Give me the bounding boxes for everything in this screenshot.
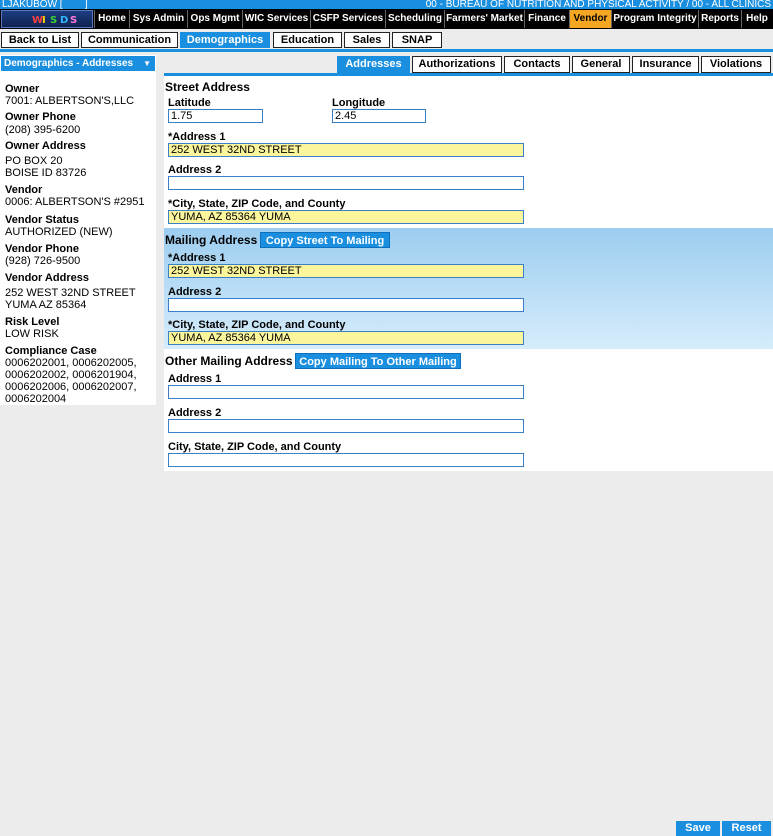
vendor-phone-value: (928) 726-9500 <box>5 255 81 267</box>
logo-letter: I <box>42 15 46 26</box>
other-address2-label: Address 2 <box>168 407 222 419</box>
mailing-address-title: Mailing Address <box>165 233 258 247</box>
save-button[interactable]: Save <box>676 821 720 836</box>
risk-level-value: LOW RISK <box>5 328 59 340</box>
compliance-case-line: 0006202006, 0006202007, <box>5 381 137 393</box>
street-city-label: *City, State, ZIP Code, and County <box>168 198 346 210</box>
owner-phone-value: (208) 395-6200 <box>5 124 81 136</box>
owner-address-label: Owner Address <box>5 140 86 152</box>
street-address1-input[interactable] <box>168 143 524 157</box>
vendor-address-line2: YUMA AZ 85364 <box>5 299 87 311</box>
logo-letter: S <box>70 15 78 26</box>
vendor-summary-sidebar <box>0 55 156 405</box>
mailing-city-input[interactable] <box>168 331 524 345</box>
mailing-address1-input[interactable] <box>168 264 524 278</box>
tab-sales[interactable]: Sales <box>344 32 390 48</box>
tab-general[interactable]: General <box>572 56 630 73</box>
organization-label: 00 - BUREAU OF NUTRITION AND PHYSICAL ACTIVITY / 00 - ALL CLINICS <box>425 0 771 9</box>
compliance-case-line: 0006202001, 0006202005, <box>5 357 137 369</box>
nav-reports[interactable]: Reports <box>698 10 741 28</box>
nav-home[interactable]: Home <box>94 10 129 28</box>
chevron-down-icon: ▼ <box>143 59 151 68</box>
mailing-address1-label: *Address 1 <box>168 252 226 264</box>
top-status-bar <box>0 0 773 9</box>
risk-level-label: Risk Level <box>5 316 60 328</box>
street-address2-label: Address 2 <box>168 164 222 176</box>
street-address1-label: *Address 1 <box>168 131 226 143</box>
nav-program-integrity[interactable]: Program Integrity <box>611 10 698 28</box>
tab-violations[interactable]: Violations <box>701 56 771 73</box>
back-to-list-button[interactable]: Back to List <box>1 32 79 48</box>
tab-demographics[interactable]: Demographics <box>180 32 270 48</box>
vendor-status-label: Vendor Status <box>5 214 79 226</box>
mailing-address2-input[interactable] <box>168 298 524 312</box>
tab-communication[interactable]: Communication <box>81 32 178 48</box>
nav-sys-admin[interactable]: Sys Admin <box>129 10 187 28</box>
main-nav <box>0 9 773 29</box>
reset-button[interactable]: Reset <box>722 821 771 836</box>
app-logo[interactable] <box>1 10 93 28</box>
vendor-value: 0006: ALBERTSON'S #2951 <box>5 196 145 208</box>
tab-authorizations[interactable]: Authorizations <box>412 56 502 73</box>
current-user: LJAKUBOW [ ] <box>2 0 88 9</box>
other-city-label: City, State, ZIP Code, and County <box>168 441 342 453</box>
compliance-case-label: Compliance Case <box>5 345 97 357</box>
tab-addresses[interactable]: Addresses <box>337 56 410 73</box>
vendor-address-line1: 252 WEST 32ND STREET <box>5 287 136 299</box>
other-address1-input[interactable] <box>168 385 524 399</box>
other-city-input[interactable] <box>168 453 524 467</box>
tab-insurance[interactable]: Insurance <box>632 56 699 73</box>
nav-ops-mgmt[interactable]: Ops Mgmt <box>187 10 242 28</box>
street-address-title: Street Address <box>165 80 250 94</box>
copy-mailing-to-other-button[interactable]: Copy Mailing To Other Mailing <box>295 353 461 369</box>
nav-vendor[interactable]: Vendor <box>569 10 611 28</box>
logo-letter: S <box>50 15 58 26</box>
other-address1-label: Address 1 <box>168 373 222 385</box>
longitude-label: Longitude <box>332 97 386 109</box>
nav-scheduling[interactable]: Scheduling <box>385 10 444 28</box>
latitude-input[interactable] <box>168 109 263 123</box>
compliance-case-line: 0006202004 <box>5 393 67 405</box>
owner-value: 7001: ALBERTSON'S,LLC <box>5 95 135 107</box>
vendor-phone-label: Vendor Phone <box>5 243 79 255</box>
vendor-label: Vendor <box>5 184 43 196</box>
nav-csfp-services[interactable]: CSFP Services <box>310 10 385 28</box>
street-address2-input[interactable] <box>168 176 524 190</box>
longitude-input[interactable] <box>332 109 426 123</box>
tab-contacts[interactable]: Contacts <box>504 56 570 73</box>
vendor-status-value: AUTHORIZED (NEW) <box>5 226 113 238</box>
logo-letter: D <box>60 15 69 26</box>
nav-help[interactable]: Help <box>741 10 772 28</box>
logo-letter: W <box>32 15 44 26</box>
owner-address-line2: BOISE ID 83726 <box>5 167 87 179</box>
street-city-input[interactable] <box>168 210 524 224</box>
latitude-label: Latitude <box>168 97 211 109</box>
nav-finance[interactable]: Finance <box>524 10 569 28</box>
owner-phone-label: Owner Phone <box>5 111 76 123</box>
copy-street-to-mailing-button[interactable]: Copy Street To Mailing <box>260 232 390 248</box>
tab-snap[interactable]: SNAP <box>392 32 442 48</box>
nav-farmers-market[interactable]: Farmers' Market <box>444 10 524 28</box>
mailing-address2-label: Address 2 <box>168 286 222 298</box>
mailing-city-label: *City, State, ZIP Code, and County <box>168 319 346 331</box>
page-selector-dropdown[interactable] <box>1 56 155 71</box>
vendor-address-label: Vendor Address <box>5 272 89 284</box>
other-mailing-address-title: Other Mailing Address <box>165 354 293 368</box>
owner-label: Owner <box>5 83 40 95</box>
addresses-form <box>164 76 773 471</box>
page-selector-label: Demographics - Addresses <box>4 58 134 69</box>
tab-education[interactable]: Education <box>273 32 342 48</box>
owner-address-line1: PO BOX 20 <box>5 155 63 167</box>
other-address2-input[interactable] <box>168 419 524 433</box>
vendor-subtabs <box>0 31 773 52</box>
demographics-section-tabs <box>164 56 773 76</box>
compliance-case-line: 0006202002, 0006201904, <box>5 369 137 381</box>
nav-wic-services[interactable]: WIC Services <box>242 10 310 28</box>
